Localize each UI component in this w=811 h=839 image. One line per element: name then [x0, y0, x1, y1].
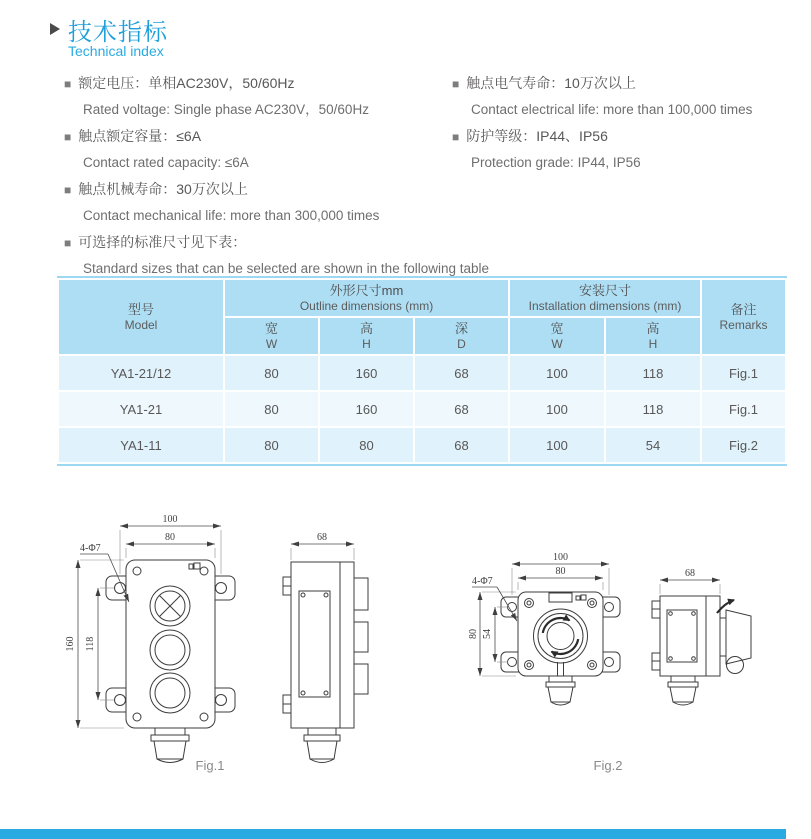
spec-zh-line	[64, 123, 450, 150]
fig1-caption: Fig.1	[195, 758, 225, 773]
cell-w: 80	[225, 356, 318, 390]
cell-model: YA1-21/12	[59, 356, 223, 390]
table-row	[59, 392, 785, 426]
dim-depth: 68	[317, 532, 327, 543]
spec-list-left	[64, 70, 490, 282]
square-bullet-icon: ■	[452, 77, 460, 91]
table-row	[59, 428, 785, 462]
cell-remark: Fig.2	[702, 428, 785, 462]
cell-iw: 100	[510, 428, 604, 462]
fig2-front-body	[501, 592, 620, 705]
fig2-side-body	[652, 596, 751, 705]
col-group-install	[510, 280, 700, 316]
col-group-outline	[225, 280, 508, 316]
square-bullet-icon: ■	[64, 236, 72, 250]
spec-zh-text: 防护等级：IP44、IP56	[466, 128, 608, 144]
cable-gland-icon	[546, 676, 575, 705]
spec-list-right	[452, 70, 808, 176]
square-bullet-icon: ■	[452, 130, 460, 144]
spec-en-text: Standard sizes that can be selected are shown in the following table	[83, 261, 490, 276]
footer-accent-bar	[0, 829, 786, 839]
col-header-depth: 深 D	[415, 318, 508, 354]
fig1-front-view-drawing	[58, 498, 283, 793]
spec-zh-text: 触点电气寿命：10万次以上	[466, 75, 636, 91]
table-row	[59, 356, 785, 390]
page-subtitle: Technical index	[68, 43, 164, 59]
spec-zh-text: 可选择的标准尺寸见下表：	[78, 234, 247, 250]
cell-remark: Fig.1	[702, 392, 785, 426]
dim-outer-width: 100	[553, 552, 568, 563]
cell-d: 68	[415, 428, 508, 462]
col-header-height: 高 H	[320, 318, 413, 354]
spec-zh-text: 触点机械寿命：30万次以上	[78, 181, 248, 197]
cell-iw: 100	[510, 356, 604, 390]
cable-gland-icon	[304, 728, 340, 763]
dim-outer-height: 160	[65, 636, 76, 652]
extension-lines	[660, 584, 720, 594]
dim-inner-height: 54	[482, 629, 493, 639]
spec-zh-text: 额定电压：单相AC230V，50/60Hz	[78, 75, 295, 91]
fig2-front-view-drawing	[468, 548, 653, 753]
square-bullet-icon: ■	[64, 183, 72, 197]
spec-en-text: Protection grade: IP44, IP56	[471, 155, 641, 170]
fig1-side-body	[283, 562, 368, 763]
spec-rated-voltage	[64, 70, 450, 123]
cell-ih: 54	[606, 428, 700, 462]
size-table	[57, 276, 787, 466]
spec-zh-line	[452, 70, 808, 97]
fig2-side-view-drawing	[638, 548, 811, 783]
hole-callout: 4-Φ7	[80, 543, 101, 554]
cell-model: YA1-21	[59, 392, 223, 426]
hole-callout: 4-Φ7	[472, 576, 493, 587]
spec-en-text: Rated voltage: Single phase AC230V，50/60Hz	[83, 102, 369, 117]
dim-inner-width: 80	[555, 566, 566, 577]
remarks-zh: 备注	[730, 301, 757, 317]
dim-outer-width: 100	[162, 514, 178, 525]
mushroom-button-side	[720, 610, 751, 674]
spec-zh-line	[64, 70, 450, 97]
cell-remark: Fig.1	[702, 356, 785, 390]
spec-zh-text: 触点额定容量：≤6A	[78, 128, 202, 144]
fig2-caption: Fig.2	[593, 758, 623, 773]
spec-protection-grade	[452, 123, 808, 176]
spec-mechanical-life	[64, 176, 450, 229]
spec-zh-line	[452, 123, 808, 150]
cell-ih: 118	[606, 356, 700, 390]
cell-d: 68	[415, 392, 508, 426]
remarks-en: Remarks	[719, 317, 768, 332]
spec-electrical-life	[452, 70, 808, 123]
col-header-install-height: 高 H	[606, 318, 700, 354]
spec-en-text: Contact electrical life: more than 100,000 times	[471, 102, 753, 117]
spec-contact-capacity	[64, 123, 450, 176]
spec-standard-sizes	[64, 229, 490, 282]
cell-w: 80	[225, 392, 318, 426]
cell-h: 160	[320, 356, 413, 390]
col-header-width: 宽 W	[225, 318, 318, 354]
square-bullet-icon: ■	[64, 77, 72, 91]
model-en: Model	[124, 317, 158, 332]
install-en: Installation dimensions (mm)	[528, 298, 682, 313]
outline-en: Outline dimensions (mm)	[299, 298, 434, 313]
col-header-model	[59, 280, 223, 354]
page-title: 技术指标	[68, 19, 168, 46]
dim-inner-width: 80	[165, 532, 175, 543]
fig1-front-body	[106, 560, 235, 763]
dim-depth: 68	[685, 568, 695, 579]
spec-en-text: Contact mechanical life: more than 300,000 times	[83, 208, 380, 223]
outline-zh: 外形尺寸mm	[329, 282, 404, 298]
cell-w: 80	[225, 428, 318, 462]
dim-outer-height: 80	[468, 629, 479, 639]
cell-d: 68	[415, 356, 508, 390]
cell-h: 160	[320, 392, 413, 426]
cell-model: YA1-11	[59, 428, 223, 462]
spec-en-text: Contact rated capacity: ≤6A	[83, 155, 249, 170]
square-bullet-icon: ■	[64, 130, 72, 144]
col-header-install-width: 宽 W	[510, 318, 604, 354]
title-arrow-icon	[50, 23, 60, 35]
cell-iw: 100	[510, 392, 604, 426]
model-zh: 型号	[127, 301, 154, 317]
col-header-remarks	[702, 280, 785, 354]
cell-h: 80	[320, 428, 413, 462]
cable-gland-icon	[668, 676, 698, 705]
cell-ih: 118	[606, 392, 700, 426]
extension-lines	[291, 548, 354, 560]
spec-zh-line	[64, 229, 450, 256]
dim-inner-height: 118	[85, 636, 96, 652]
fig1-side-view-drawing	[266, 498, 411, 793]
spec-zh-line	[64, 176, 450, 203]
install-zh: 安装尺寸	[578, 282, 631, 298]
